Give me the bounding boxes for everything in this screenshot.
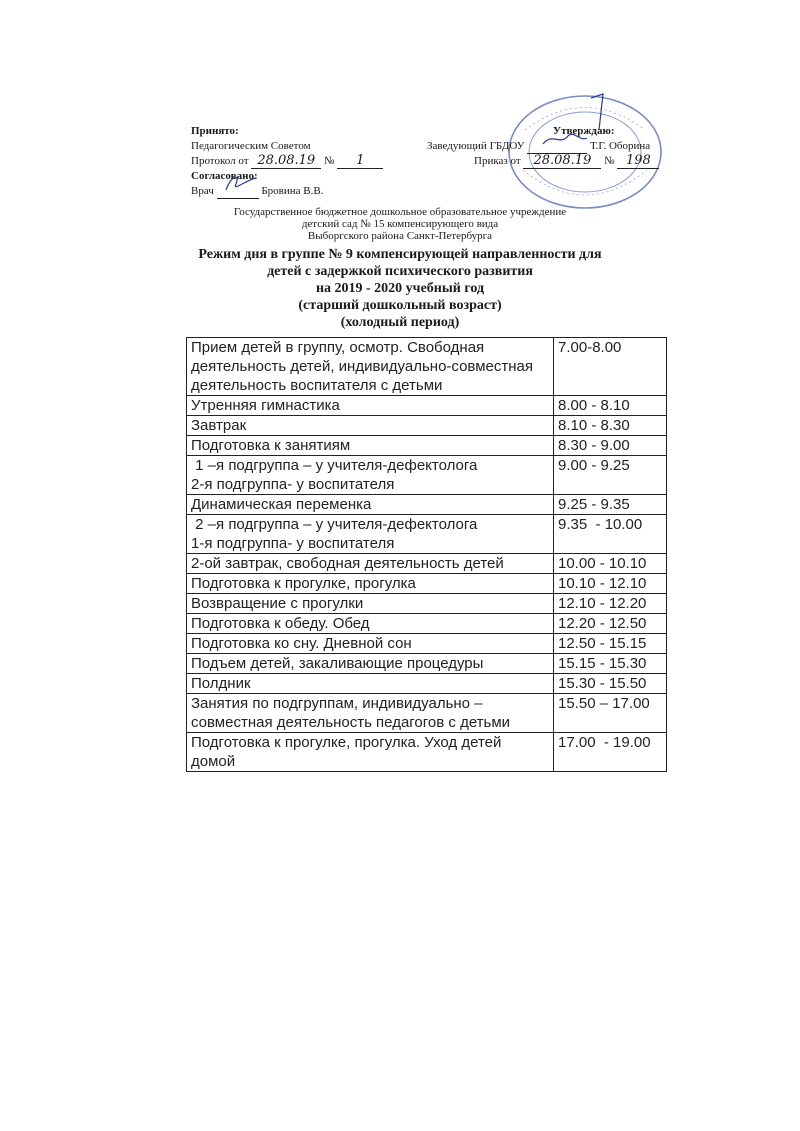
order-line: [474, 154, 659, 169]
head-name: Т.Г. Оборина: [589, 140, 651, 152]
title-line-1: Режим дня в группе № 9 компенсирующей направленности для: [198, 247, 602, 262]
schedule-time: 12.20 - 12.50: [554, 614, 667, 634]
title-line-4: (старший дошкольный возраст): [298, 298, 502, 313]
order-number: 198: [617, 154, 659, 169]
schedule-time: 10.00 - 10.10: [554, 554, 667, 574]
protocol-number-label: №: [324, 155, 335, 167]
council-text: Педагогическим Советом: [191, 140, 311, 152]
schedule-row: [187, 594, 667, 614]
protocol-label: Протокол от: [191, 155, 249, 167]
title-line-5: (холодный период): [340, 315, 460, 330]
schedule-time: 12.10 - 12.20: [554, 594, 667, 614]
schedule-row: [187, 456, 667, 495]
schedule-activity: Подготовка к прогулке, прогулка: [187, 574, 554, 594]
schedule-row: [187, 416, 667, 436]
schedule-activity: Прием детей в группу, осмотр. Свободная деятельность детей, индивидуально-совместная деятельность воспитателя с детьми: [187, 338, 554, 396]
schedule-activity: Подготовка к занятиям: [187, 436, 554, 456]
schedule-time: 9.25 - 9.35: [554, 495, 667, 515]
doctor-signature: [222, 172, 262, 194]
agreed-label: Согласовано:: [191, 170, 258, 182]
organization-line-3: Выборгского района Санкт-Петербурга: [307, 230, 493, 242]
doctor-label: Врач: [191, 185, 214, 197]
schedule-row: [187, 614, 667, 634]
daily-schedule-table: [186, 337, 667, 772]
schedule-activity: Возвращение с прогулки: [187, 594, 554, 614]
order-label: Приказ от: [474, 155, 521, 167]
schedule-time: 17.00 - 19.00: [554, 733, 667, 772]
schedule-body: [187, 338, 667, 772]
order-date: 28.08.19: [523, 154, 601, 169]
title-line-3: на 2019 - 2020 учебный год: [315, 281, 485, 296]
protocol-line: [191, 154, 383, 169]
schedule-row: [187, 338, 667, 396]
organization-line-1: Государственное бюджетное дошкольное образовательное учреждение: [233, 206, 567, 218]
schedule-activity: Занятия по подгруппам, индивидуально – совместная деятельность педагогов с детьми: [187, 694, 554, 733]
schedule-row: [187, 495, 667, 515]
schedule-time: 9.00 - 9.25: [554, 456, 667, 495]
schedule-activity: Подготовка к прогулке, прогулка. Уход детей домой: [187, 733, 554, 772]
schedule-row: [187, 634, 667, 654]
schedule-row: [187, 733, 667, 772]
schedule-time: 8.00 - 8.10: [554, 396, 667, 416]
schedule-activity: Завтрак: [187, 416, 554, 436]
head-label: Заведующий ГБДОУ: [427, 140, 525, 152]
approved-label: Утверждаю:: [553, 125, 615, 137]
schedule-row: [187, 554, 667, 574]
schedule-activity: 2-ой завтрак, свободная деятельность детей: [187, 554, 554, 574]
schedule-row: [187, 515, 667, 554]
schedule-time: 8.30 - 9.00: [554, 436, 667, 456]
schedule-time: 7.00-8.00: [554, 338, 667, 396]
head-signature: [540, 128, 590, 150]
schedule-time: 15.15 - 15.30: [554, 654, 667, 674]
schedule-row: [187, 694, 667, 733]
accepted-label: Принято:: [191, 125, 239, 137]
organization-line-2: детский сад № 15 компенсирующего вида: [301, 218, 499, 230]
schedule-row: [187, 396, 667, 416]
schedule-row: [187, 574, 667, 594]
schedule-activity: 2 –я подгруппа – у учителя-дефектолога 1-я подгруппа- у воспитателя: [187, 515, 554, 554]
schedule-time: 10.10 - 12.10: [554, 574, 667, 594]
schedule-activity: Подготовка ко сну. Дневной сон: [187, 634, 554, 654]
doctor-name: Бровина В.В.: [261, 185, 324, 197]
schedule-time: 15.30 - 15.50: [554, 674, 667, 694]
title-line-2: детей с задержкой психического развития: [267, 264, 533, 279]
order-number-label: №: [604, 155, 615, 167]
schedule-activity: Полдник: [187, 674, 554, 694]
schedule-activity: Подготовка к обеду. Обед: [187, 614, 554, 634]
schedule-activity: Утренняя гимнастика: [187, 396, 554, 416]
schedule-time: 9.35 - 10.00: [554, 515, 667, 554]
protocol-date: 28.08.19: [251, 154, 321, 169]
schedule-activity: Динамическая переменка: [187, 495, 554, 515]
schedule-time: 15.50 – 17.00: [554, 694, 667, 733]
head-line: [427, 139, 650, 154]
schedule-time: 8.10 - 8.30: [554, 416, 667, 436]
schedule-row: [187, 654, 667, 674]
schedule-row: [187, 674, 667, 694]
schedule-time: 12.50 - 15.15: [554, 634, 667, 654]
schedule-activity: Подъем детей, закаливающие процедуры: [187, 654, 554, 674]
schedule-activity: 1 –я подгруппа – у учителя-дефектолога 2-я подгруппа- у воспитателя: [187, 456, 554, 495]
protocol-number: 1: [337, 154, 383, 169]
schedule-row: [187, 436, 667, 456]
